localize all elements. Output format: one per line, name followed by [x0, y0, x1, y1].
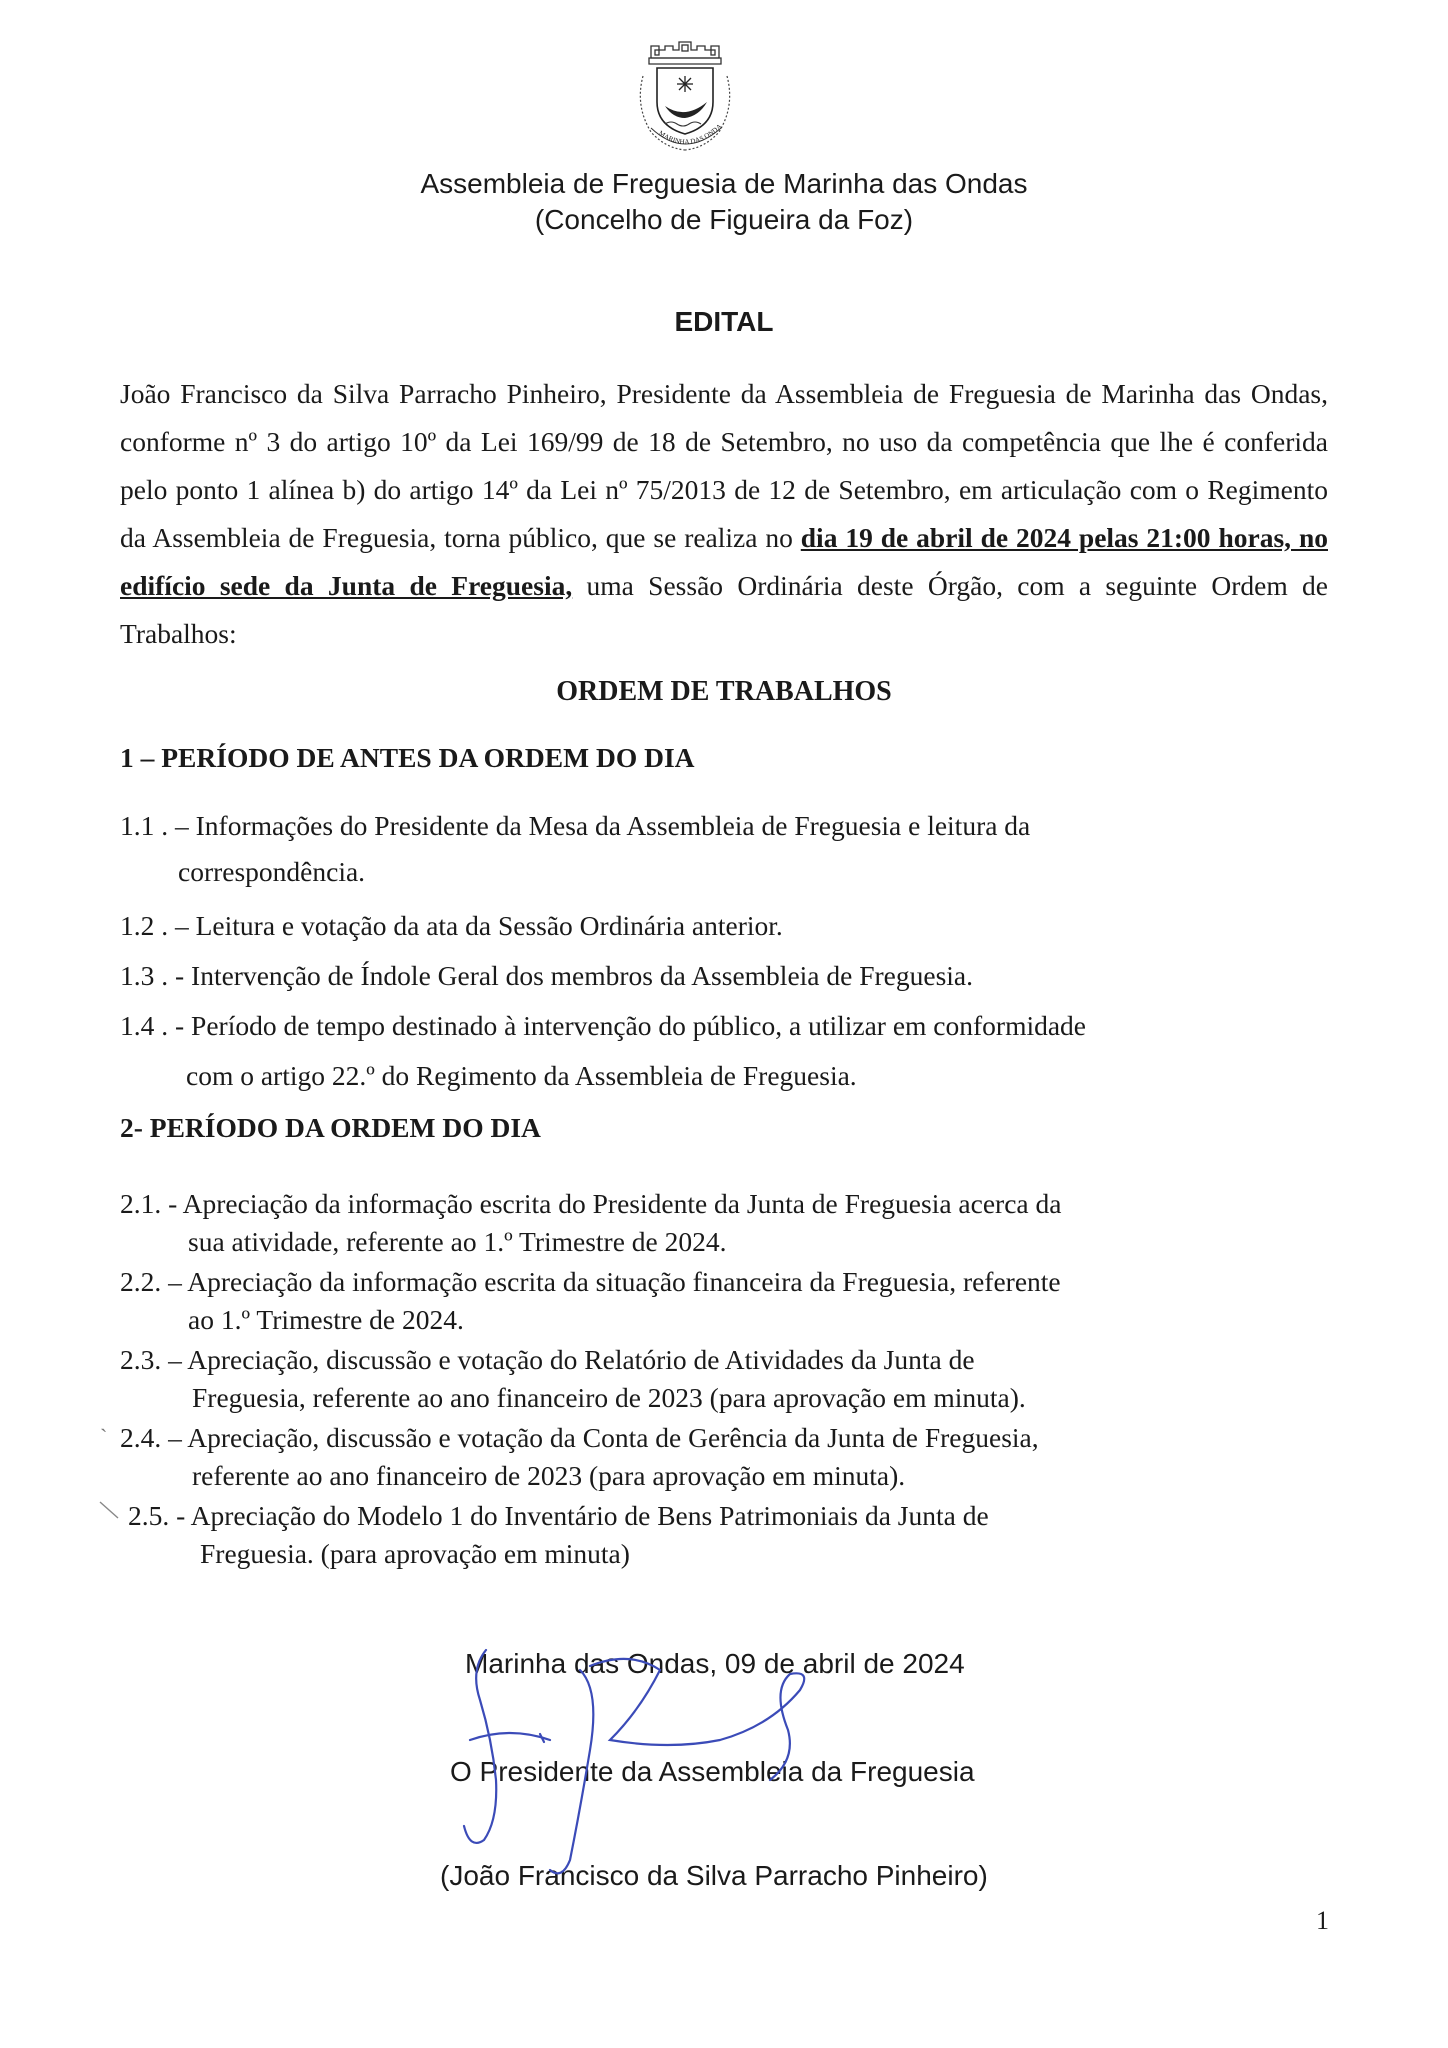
margin-tick-mark: ˋ: [100, 1424, 108, 1449]
agenda-item-2-3-line2: Freguesia, referente ao ano financeiro de 2023 (para aprovação em minuta).: [192, 1382, 1026, 1413]
intro-paragraph: [120, 370, 1328, 658]
agenda-item-2-3-line1: 2.3. – Apreciação, discussão e votação do Relatório de Atividades da Junta de: [120, 1344, 975, 1375]
agenda-item-2-2-line2: ao 1.º Trimestre de 2024.: [188, 1304, 464, 1335]
header-assembly-name: Assembleia de Freguesia de Marinha das Ondas: [420, 168, 1028, 199]
place-and-date: Marinha das Ondas, 09 de abril de 2024: [465, 1648, 965, 1679]
agenda-item-1-1-line2: correspondência.: [178, 856, 366, 887]
agenda-item-1-2: 1.2 . – Leitura e votação da ata da Sessão Ordinária anterior.: [120, 910, 783, 941]
intro-text-part2: uma Sessão Ordinária deste Órgão, com a seguinte Ordem de Trabalhos:: [120, 570, 1328, 649]
agenda-item-1-1-line1: 1.1 . – Informações do Presidente da Mesa da Assembleia de Freguesia e leitura da: [120, 810, 1031, 841]
agenda-item-1-3: 1.3 . - Intervenção de Índole Geral dos membros da Assembleia de Freguesia.: [120, 960, 973, 991]
document-title: EDITAL: [674, 306, 774, 337]
margin-tick-mark: [98, 1500, 122, 1522]
agenda-item-1-4-line2: com o artigo 22.º do Regimento da Assembleia de Freguesia.: [186, 1060, 857, 1091]
crest-label: MARINHA DAS ONDA: [657, 122, 724, 147]
agenda-item-2-1-line2: sua atividade, referente ao 1.º Trimestre de 2024.: [188, 1226, 727, 1257]
agenda-item-2-5-line1: 2.5. - Apreciação do Modelo 1 do Inventário de Bens Patrimoniais da Junta de: [128, 1500, 989, 1531]
section-heading-1: 1 – PERÍODO DE ANTES DA ORDEM DO DIA: [120, 742, 695, 773]
signatory-name: (João Francisco da Silva Parracho Pinheiro): [440, 1860, 988, 1891]
agenda-item-1-4-line1: 1.4 . - Período de tempo destinado à intervenção do público, a utilizar em conformidade: [120, 1010, 1087, 1041]
intro-highlight: dia 19 de abril de 2024 pelas 21:00 horas, no edifício sede da Junta de Freguesia,: [120, 522, 1328, 601]
intro-text-part1: João Francisco da Silva Parracho Pinheiro, Presidente da Assembleia de Freguesia de Marinha das Ondas, conforme nº 3 do artigo 10º da Lei 169/99 de 18 de Setembro, no uso da competência que lhe é conferida pelo ponto 1 alínea b) do artigo 14º da Lei nº 75/2013 de 12 de Setembro, em articulação com o Regimento da Assembleia de Freguesia, torna público, que se realiza no: [120, 378, 1328, 553]
agenda-item-2-2-line1: 2.2. – Apreciação da informação escrita da situação financeira da Freguesia, referente: [120, 1266, 1061, 1297]
handwritten-signature-icon: [440, 1630, 910, 1930]
svg-text:MARINHA DAS ONDAS: [629, 36, 724, 146]
agenda-item-2-5-line2: Freguesia. (para aprovação em minuta): [200, 1538, 630, 1569]
coat-of-arms-icon: [629, 36, 741, 156]
page-number: 1: [1316, 1906, 1329, 1935]
agenda-item-2-4-line1: 2.4. – Apreciação, discussão e votação da Conta de Gerência da Junta de Freguesia,: [120, 1422, 1039, 1453]
agenda-item-2-4-line2: referente ao ano financeiro de 2023 (para aprovação em minuta).: [192, 1460, 906, 1491]
agenda-item-2-1-line1: 2.1. - Apreciação da informação escrita do Presidente da Junta de Freguesia acerca da: [120, 1188, 1062, 1219]
signatory-role: O Presidente da Assembleia da Freguesia: [450, 1756, 975, 1787]
section-heading-2: 2- PERÍODO DA ORDEM DO DIA: [120, 1112, 541, 1143]
header-municipality: (Concelho de Figueira da Foz): [534, 204, 914, 235]
agenda-title: ORDEM DE TRABALHOS: [556, 676, 892, 707]
